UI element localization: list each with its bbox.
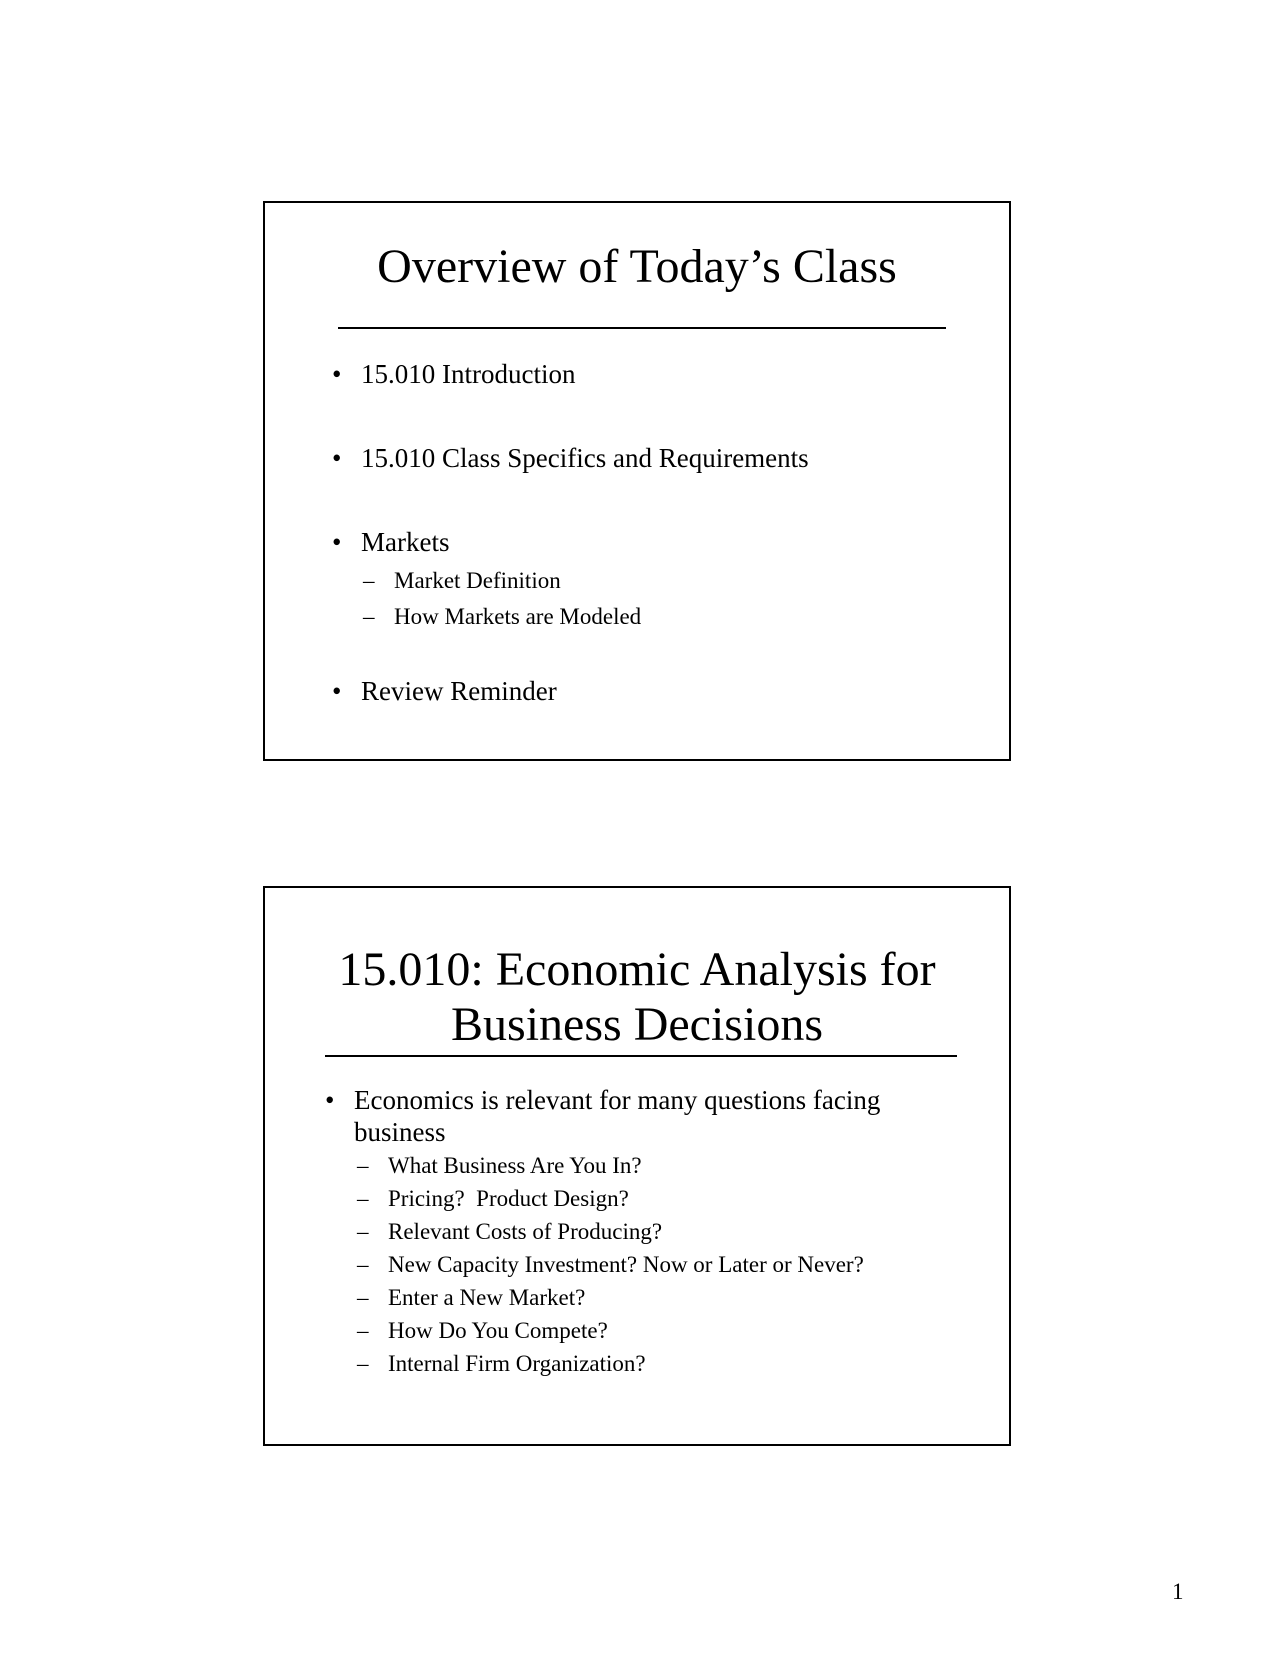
sub-bullet-item [357,1314,975,1347]
sub-bullet-list [357,1149,975,1380]
sub-bullet-item [357,1215,975,1248]
dash-mark: – [357,1351,369,1376]
bullet-list [325,1084,975,1380]
title-divider [338,327,946,329]
slide-overview [263,201,1011,761]
bullet-list [332,358,982,759]
sub-bullet-item [357,1149,975,1182]
title-divider [325,1055,957,1057]
sub-bullet-text: What Business Are You In? [388,1153,642,1178]
sub-bullet-item [363,563,982,599]
sub-bullet-text: Pricing? Product Design? [388,1186,629,1211]
sub-bullet-text: New Capacity Investment? Now or Later or Never? [388,1252,864,1277]
dash-mark: – [363,568,375,593]
sub-bullet-text: How Markets are Modeled [394,604,642,629]
sub-bullet-text: Market Definition [394,568,561,593]
bullet-item [332,442,982,474]
sub-bullet-item [357,1182,975,1215]
slide-title-line-1: 15.010: Economic Analysis for [338,943,936,996]
bullet-text: 15.010 Introduction [361,359,576,389]
dash-mark: – [357,1285,369,1310]
bullet-text-line-2: business [354,1117,446,1147]
dash-mark: – [363,604,375,629]
bullet-mark: • [325,1085,335,1115]
sub-bullet-text: Relevant Costs of Producing? [388,1219,663,1244]
slide-title-line-2: Business Decisions [451,998,823,1051]
bullet-mark: • [332,359,342,389]
slide-course-intro [263,886,1011,1446]
slide-title [265,942,1009,1052]
bullet-item [325,1084,975,1380]
sub-bullet-text: Internal Firm Organization? [388,1351,646,1376]
bullet-text: 15.010 Class Specifics and Requirements [361,443,809,473]
sub-bullet-item [357,1248,975,1281]
bullet-text: Review Reminder [361,676,557,706]
dash-mark: – [357,1186,369,1211]
bullet-mark: • [332,527,342,557]
page-number: 1 [1172,1579,1184,1604]
sub-bullet-item [357,1281,975,1314]
sub-bullet-item [357,1347,975,1380]
bullet-text: Markets [361,527,450,557]
sub-bullet-text: Enter a New Market? [388,1285,586,1310]
dash-mark: – [357,1318,369,1343]
bullet-mark: • [332,676,342,706]
slide-title: Overview of Today’s Class [377,240,897,293]
sub-bullet-list [363,563,982,635]
bullet-mark: • [332,443,342,473]
bullet-text-line-1: Economics is relevant for many questions facing [354,1085,881,1115]
sub-bullet-item [363,599,982,635]
sub-bullet-text: How Do You Compete? [388,1318,608,1343]
dash-mark: – [357,1153,369,1178]
dash-mark: – [357,1219,369,1244]
bullet-item [332,526,982,635]
dash-mark: – [357,1252,369,1277]
bullet-item [332,358,982,390]
bullet-item [332,675,982,707]
